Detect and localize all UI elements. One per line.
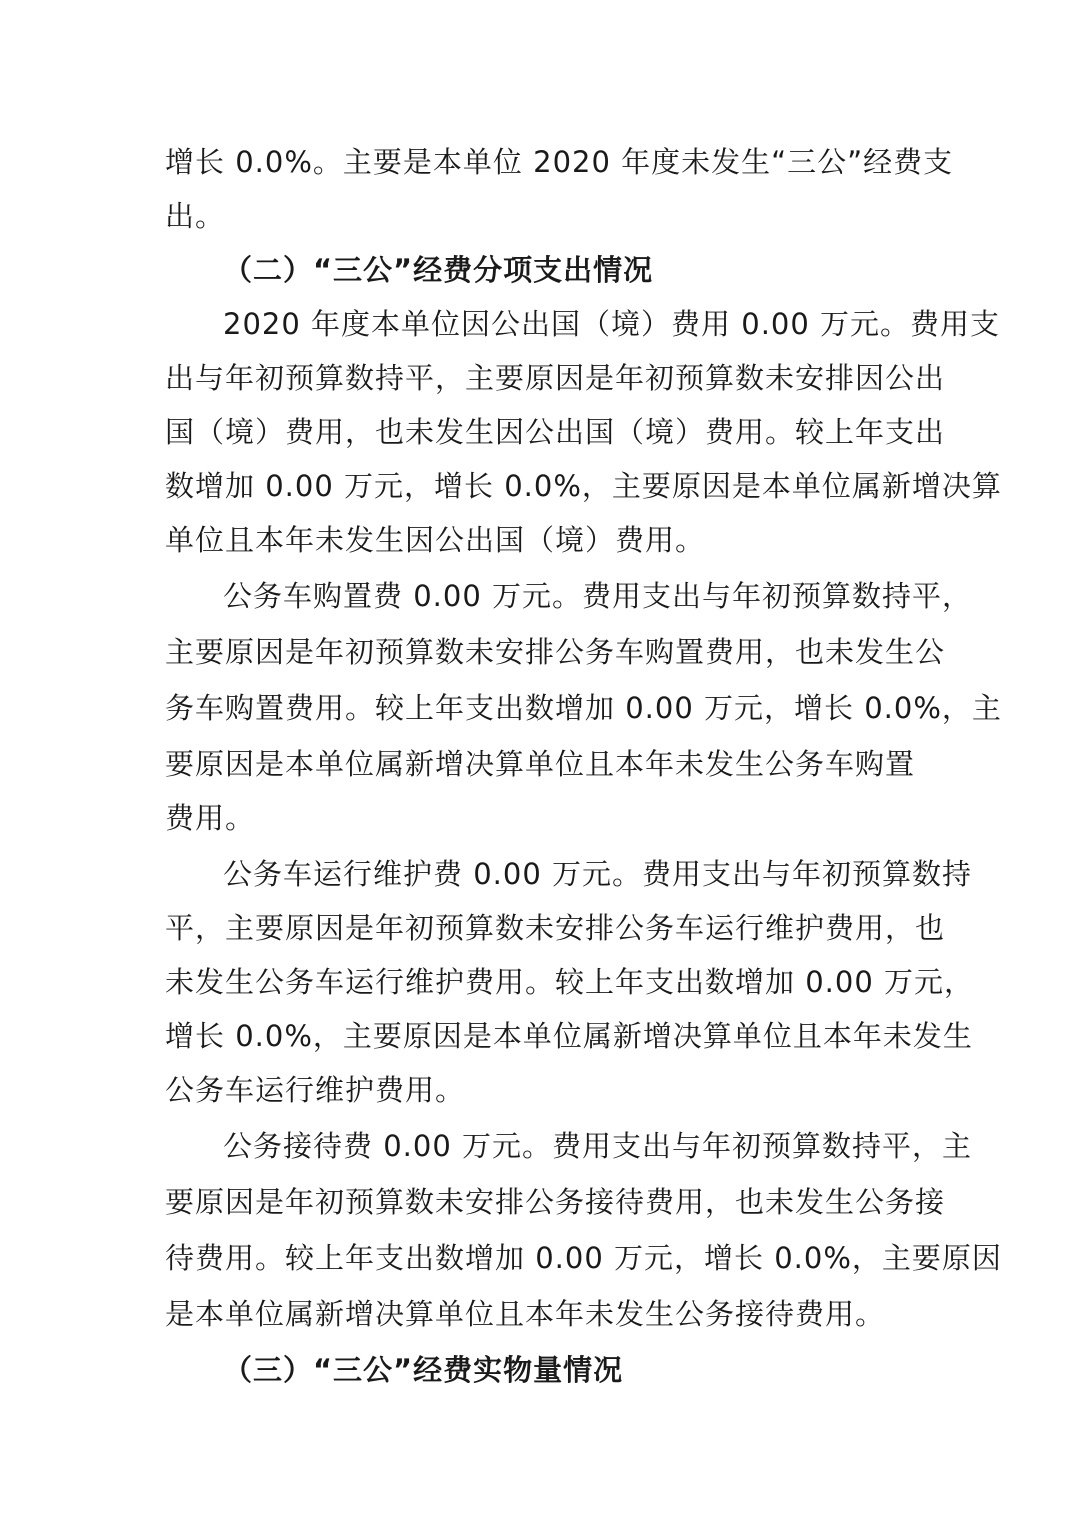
paragraph-line: 要原因是本单位属新增决算单位且本年未发生公务车购置 [165,747,916,781]
paragraph-line: 公务车运行维护费用。 [165,1073,466,1107]
paragraph-line: 公务车运行维护费 0.00 万元。费用支出与年初预算数持 [223,857,973,891]
paragraph-line: 待费用。较上年支出数增加 0.00 万元，增长 0.0%，主要原因 [165,1241,1002,1275]
section-heading: （二）“三公”经费分项支出情况 [223,253,654,287]
paragraph-line: 增长 0.0%，主要原因是本单位属新增决算单位且本年未发生 [165,1019,973,1053]
paragraph-line: 未发生公务车运行维护费用。较上年支出数增加 0.00 万元， [165,965,975,999]
paragraph-line: 要原因是年初预算数未安排公务接待费用，也未发生公务接 [165,1185,946,1219]
paragraph-line: 数增加 0.00 万元，增长 0.0%，主要原因是本单位属新增决算 [165,469,1002,503]
paragraph-line: 单位且本年未发生因公出国（境）费用。 [165,523,706,557]
paragraph-line: 主要原因是年初预算数未安排公务车购置费用，也未发生公 [165,635,946,669]
paragraph-line: 增长 0.0%。主要是本单位 2020 年度未发生“三公”经费支 [165,145,954,179]
paragraph-line: 出与年初预算数持平，主要原因是年初预算数未安排因公出 [165,361,946,395]
paragraph-line: 是本单位属新增决算单位且本年未发生公务接待费用。 [165,1297,886,1331]
paragraph-line: 国（境）费用，也未发生因公出国（境）费用。较上年支出 [165,415,946,449]
section-heading: （三）“三公”经费实物量情况 [223,1353,624,1387]
paragraph-line: 2020 年度本单位因公出国（境）费用 0.00 万元。费用支 [223,307,1001,341]
paragraph-line: 出。 [165,199,226,233]
paragraph-line: 公务接待费 0.00 万元。费用支出与年初预算数持平，主 [223,1129,973,1163]
paragraph-line: 费用。 [165,801,256,835]
paragraph-line: 公务车购置费 0.00 万元。费用支出与年初预算数持平， [223,579,973,613]
paragraph-line: 务车购置费用。较上年支出数增加 0.00 万元，增长 0.0%，主 [165,691,1002,725]
paragraph-line: 平，主要原因是年初预算数未安排公务车运行维护费用，也 [165,911,946,945]
